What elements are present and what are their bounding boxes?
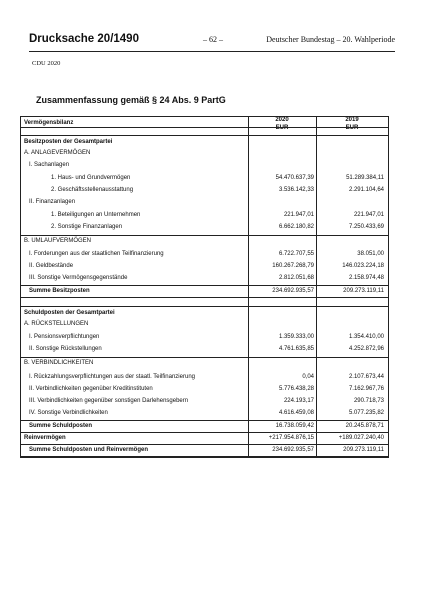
value-2019: 1.354.410,00 [348, 334, 384, 340]
value-2020: 224.193,17 [283, 398, 314, 404]
table-row [21, 173, 388, 184]
value-2020: 5.776.438,28 [278, 386, 314, 392]
value-2019: 2.107.673,44 [348, 374, 384, 380]
table-row [21, 273, 388, 284]
row-label: Summe Besitzposten [29, 288, 90, 294]
value-2020: 160.267.268,79 [272, 263, 314, 269]
row-divider [21, 456, 388, 457]
table-row [21, 396, 388, 407]
value-2019: 7.162.967,76 [348, 386, 384, 392]
table-row [21, 408, 388, 419]
value-2019: 38.051,00 [357, 251, 384, 257]
table-row [21, 236, 388, 247]
row-label: B. UMLAUFVERMÖGEN [24, 238, 92, 244]
row-label: I. Sachanlagen [29, 162, 70, 168]
row-label: 1. Beteiligungen an Unternehmen [51, 212, 141, 218]
table-row [21, 344, 388, 355]
table-row [21, 332, 388, 343]
table-row [21, 319, 388, 330]
drucksache-number: Drucksache 20/1490 [29, 33, 139, 45]
row-label: II. Finanzanlagen [29, 199, 76, 205]
balance-sheet-table [20, 116, 389, 458]
sum-row [21, 421, 388, 432]
value-2019: 7.250.433,69 [348, 224, 384, 230]
value-2020: 2.812.051,68 [278, 275, 314, 281]
row-label: A. ANLAGEVERMÖGEN [24, 150, 91, 156]
value-2019: 2.291.104,64 [348, 187, 384, 193]
value-2020: 234.692.935,57 [272, 447, 314, 453]
column-2019: 2019 [345, 117, 359, 123]
row-divider [21, 127, 388, 128]
row-divider [21, 297, 388, 298]
row-label: Summe Schuldposten und Reinvermögen [29, 447, 149, 453]
value-2020: 4.616.459,08 [278, 410, 314, 416]
row-label: I. Forderungen aus der staatlichen Teilfinanzierung [29, 251, 164, 257]
table-row [21, 384, 388, 395]
value-2019: 51.289.384,11 [346, 175, 384, 181]
value-2019: 290.718,73 [353, 398, 384, 404]
value-2019: +189.027.240,40 [338, 435, 384, 441]
row-label: 2. Geschäftsstellenausstattung [51, 187, 134, 193]
value-2019: 2.158.974,48 [348, 275, 384, 281]
table-row [21, 137, 388, 148]
header-rule [29, 51, 395, 52]
value-2020: 6.722.707,55 [278, 251, 314, 257]
page-number: – 62 – [203, 35, 223, 44]
table-row [21, 222, 388, 233]
row-label: I. Rückzahlungsverpflichtungen aus der staatl. Teilfinanzierung [29, 374, 195, 380]
value-2019: 4.252.872,96 [348, 346, 384, 352]
row-label: 2. Sonstige Finanzanlagen [51, 224, 123, 230]
value-2020: 1.359.333,00 [278, 334, 314, 340]
row-label: Summe Schuldposten [29, 423, 93, 429]
row-label: Schuldposten der Gesamtpartei [24, 310, 115, 316]
table-row [21, 249, 388, 260]
section-title: Zusammenfassung gemäß § 24 Abs. 9 PartG [36, 95, 226, 105]
value-2020: 0,04 [302, 374, 314, 380]
row-label: II. Geldbestände [29, 263, 74, 269]
page-header [29, 33, 395, 49]
parliament-period: Deutscher Bundestag – 20. Wahlperiode [266, 35, 395, 44]
value-2020: 4.761.635,85 [278, 346, 314, 352]
sum-row [21, 445, 388, 456]
table-row [21, 148, 388, 159]
value-2020: 234.692.935,57 [272, 288, 314, 294]
value-2020: 221.947,01 [283, 212, 314, 218]
value-2019: 20.245.878,71 [345, 423, 384, 429]
value-2019: 209.273.119,11 [343, 447, 384, 453]
row-label: 1. Haus- und Grundvermögen [51, 175, 131, 181]
table-row [21, 197, 388, 208]
row-label: I. Pensionsverpflichtungen [29, 334, 100, 340]
value-2020: +217.954.876,15 [268, 435, 314, 441]
value-2019: 221.947,01 [353, 212, 384, 218]
table-row [21, 160, 388, 171]
value-2019: 146.023.224,18 [342, 263, 384, 269]
value-2020: 54.470.637,39 [275, 175, 314, 181]
row-divider [21, 135, 388, 136]
row-label: III. Verbindlichkeiten gegenüber sonstigen Darlehensgebern [29, 398, 189, 404]
table-row [21, 261, 388, 272]
column-2020: 2020 [275, 117, 289, 123]
table-caption: Vermögensbilanz [24, 120, 74, 126]
net-assets-row [21, 433, 388, 444]
row-label: Reinvermögen [24, 435, 66, 441]
unit-2019: EUR [345, 125, 359, 131]
table-row [21, 358, 388, 369]
table-row [21, 210, 388, 221]
row-label: II. Verbindlichkeiten gegenüber Kreditinstituten [29, 386, 153, 392]
row-label: III. Sonstige Vermögensgegenstände [29, 275, 128, 281]
value-2019: 5.077.235,82 [348, 410, 384, 416]
table-row [21, 185, 388, 196]
row-divider [21, 306, 388, 307]
table-row [21, 372, 388, 383]
value-2020: 6.662.180,82 [278, 224, 314, 230]
row-label: Besitzposten der Gesamtpartei [24, 139, 113, 145]
row-label: B. VERBINDLICHKEITEN [24, 360, 94, 366]
row-label: IV. Sonstige Verbindlichkeiten [29, 410, 108, 416]
sum-row [21, 286, 388, 297]
row-label: II. Sonstige Rückstellungen [29, 346, 102, 352]
row-label: A. RÜCKSTELLUNGEN [24, 321, 89, 327]
party-label: CDU 2020 [32, 60, 61, 67]
value-2020: 16.738.059,42 [275, 423, 314, 429]
unit-2020: EUR [275, 125, 289, 131]
value-2019: 209.273.119,11 [343, 288, 384, 294]
value-2020: 3.536.142,33 [278, 187, 314, 193]
table-row [21, 308, 388, 319]
